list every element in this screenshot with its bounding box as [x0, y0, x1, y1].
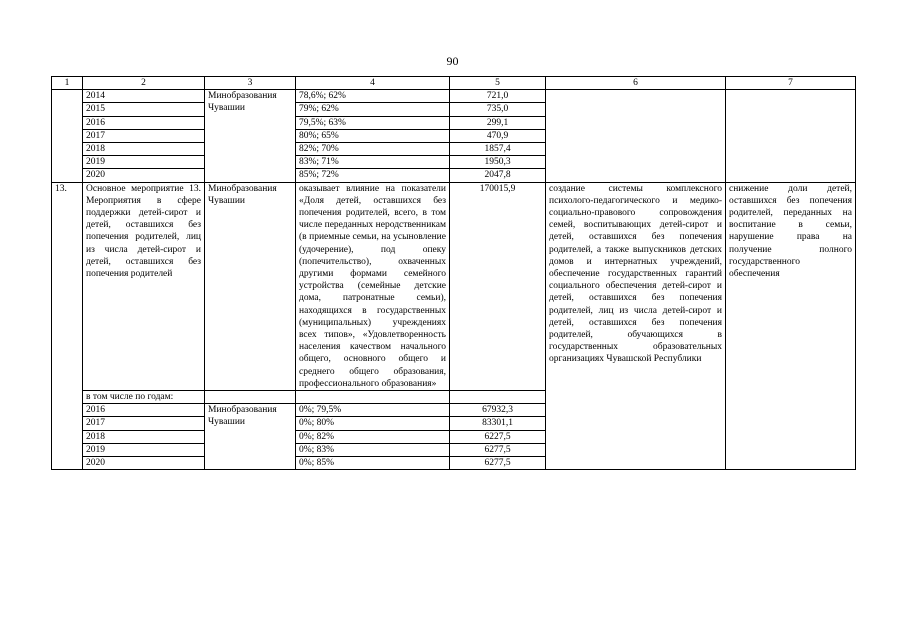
- consequence-cell: [726, 90, 856, 182]
- year-cell: 2015: [83, 103, 205, 116]
- by-years-label: в том числе по годам:: [83, 391, 205, 404]
- column-header: 1: [52, 77, 83, 90]
- indicators-cell: [296, 391, 450, 404]
- amount-cell: 735,0: [450, 103, 546, 116]
- result-cell: [546, 90, 726, 182]
- result-cell: создание системы комплексного психолого-педагогического и медико-социально-правового сопровождения семей, воспитывающих детей-сирот и детей, оставшихся без попечения родителей, а также выпускников детских домов и интернатных учреждений, обеспечение государственных гарантий социального обеспечения детей-сирот и детей, оставшихся без попечения родителей, лиц из числа детей-сирот и детей, оставшихся без попечения родителей, обучающихся в государственных образовательных организациях Чувашской Республики: [546, 182, 726, 470]
- indicators-cell: 0%; 79,5%: [296, 404, 450, 417]
- executor-cell: Минобразования Чувашии: [205, 90, 296, 182]
- indicators-cell: оказывает влияние на показатели «Доля детей, оставшихся без попечения родителей, всего, в том числе переданных неродственникам (в приемные семьи, на усыновление (удочерение), под опеку (попечительство), охваченных другими формами семейного устройства (семейные детские дома, патронатные семьи), находящихся в государственных (муниципальных) учреждениях всех типов», «Удовлетворенность населения качеством начального общего, основного общего и среднего общего образования, профессионального образования»: [296, 182, 450, 390]
- indicators-cell: 79%; 62%: [296, 103, 450, 116]
- year-cell: 2019: [83, 156, 205, 169]
- indicators-cell: 0%; 83%: [296, 443, 450, 456]
- indicators-cell: 78,6%; 62%: [296, 90, 450, 103]
- amount-cell: 299,1: [450, 116, 546, 129]
- indicators-cell: 0%; 82%: [296, 430, 450, 443]
- amount-cell: 1857,4: [450, 143, 546, 156]
- amount-cell: 2047,8: [450, 169, 546, 182]
- row-number-cell: [52, 90, 83, 182]
- event-name-cell: Основное мероприятие 13. Мероприятия в сфере поддержки детей-сирот и детей, оставшихся без попечения родителей, лиц из числа детей-сирот и детей, оставшихся без попечения родителей: [83, 182, 205, 390]
- year-cell: 2016: [83, 404, 205, 417]
- column-header: 7: [726, 77, 856, 90]
- indicators-cell: 0%; 80%: [296, 417, 450, 430]
- table-row: [52, 90, 856, 103]
- amount-cell: 83301,1: [450, 417, 546, 430]
- year-cell: 2017: [83, 129, 205, 142]
- indicators-cell: 80%; 65%: [296, 129, 450, 142]
- executor-cell: [205, 391, 296, 404]
- year-cell: 2019: [83, 443, 205, 456]
- page-number: 90: [446, 54, 459, 68]
- indicators-cell: 85%; 72%: [296, 169, 450, 182]
- row-number-cell: 13.: [52, 182, 83, 470]
- column-header: 5: [450, 77, 546, 90]
- event-row: [52, 182, 856, 390]
- amount-cell: 721,0: [450, 90, 546, 103]
- year-cell: 2014: [83, 90, 205, 103]
- executor-cell: Минобразования Чувашии: [205, 404, 296, 470]
- indicators-cell: 79,5%; 63%: [296, 116, 450, 129]
- program-table: [51, 76, 856, 470]
- amount-cell: 6277,5: [450, 457, 546, 470]
- year-cell: 2018: [83, 430, 205, 443]
- column-header: 2: [83, 77, 205, 90]
- year-cell: 2017: [83, 417, 205, 430]
- consequence-cell: снижение доли детей, оставшихся без попечения родителей, переданных на воспитание в семьи, нарушение права на получение полного государственного обеспечения: [726, 182, 856, 470]
- column-header: 6: [546, 77, 726, 90]
- amount-cell: 67932,3: [450, 404, 546, 417]
- year-cell: 2020: [83, 457, 205, 470]
- amount-cell: [450, 391, 546, 404]
- amount-cell: 6227,5: [450, 430, 546, 443]
- header-row: [52, 77, 856, 90]
- executor-cell: Минобразования Чувашии: [205, 182, 296, 390]
- indicators-cell: 82%; 70%: [296, 143, 450, 156]
- amount-cell: 6277,5: [450, 443, 546, 456]
- amount-cell: 1950,3: [450, 156, 546, 169]
- column-header: 4: [296, 77, 450, 90]
- column-header: 3: [205, 77, 296, 90]
- indicators-cell: 0%; 85%: [296, 457, 450, 470]
- year-cell: 2020: [83, 169, 205, 182]
- year-cell: 2018: [83, 143, 205, 156]
- year-cell: 2016: [83, 116, 205, 129]
- amount-cell: 470,9: [450, 129, 546, 142]
- indicators-cell: 83%; 71%: [296, 156, 450, 169]
- amount-cell: 170015,9: [450, 182, 546, 390]
